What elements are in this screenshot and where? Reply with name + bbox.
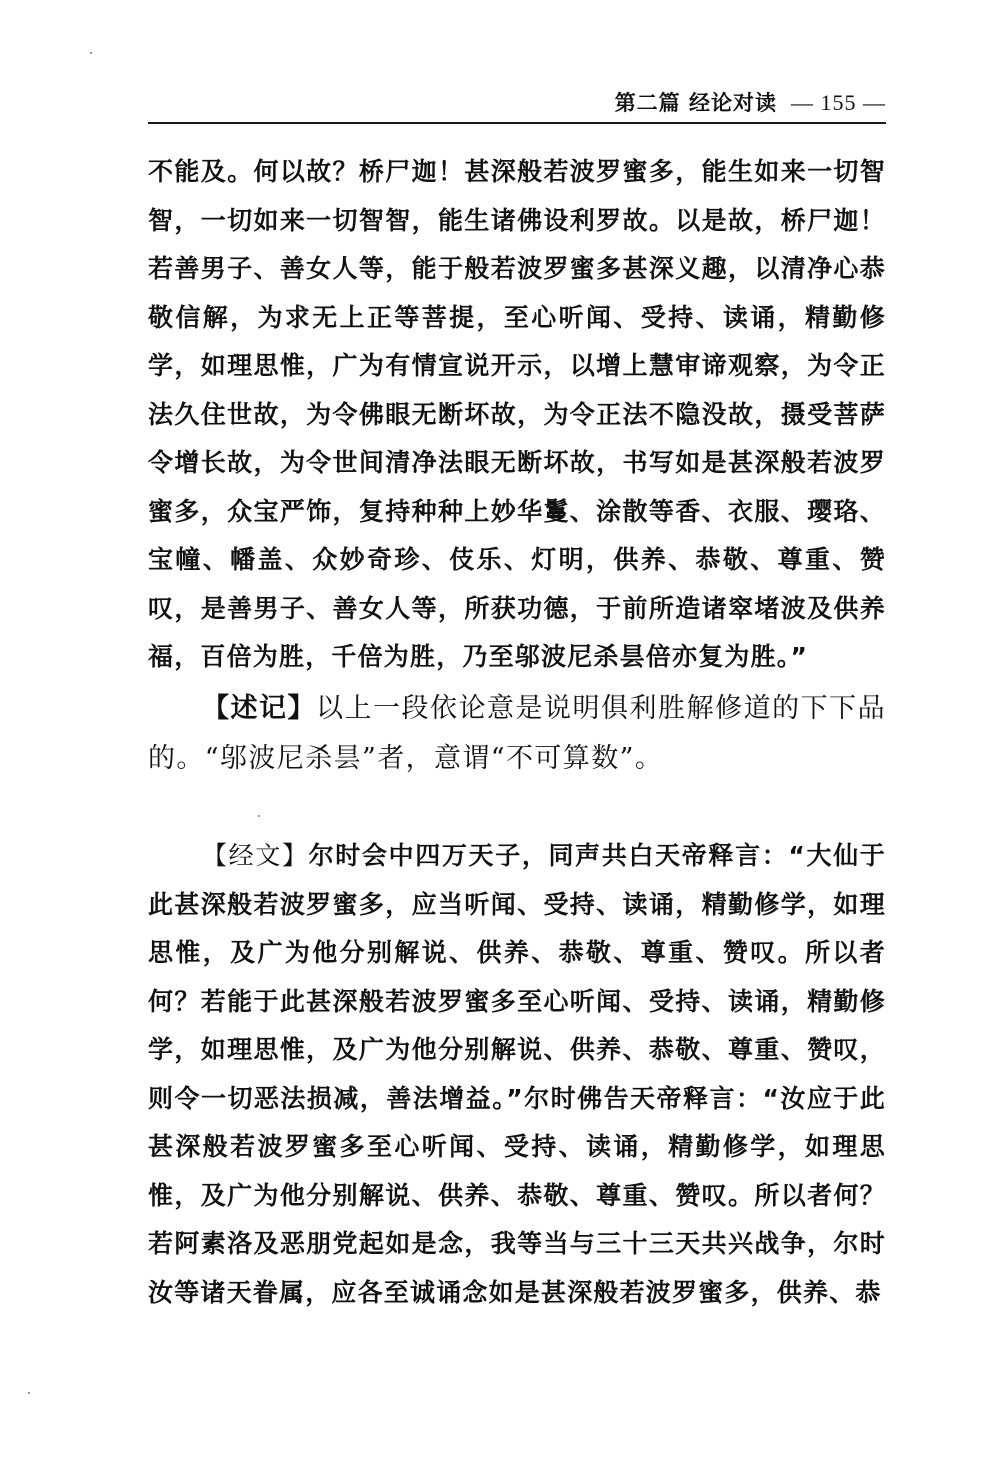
chapter-title: 第二篇 经论对读 bbox=[614, 90, 777, 115]
scan-speck bbox=[90, 52, 92, 54]
commentary-paragraph bbox=[148, 684, 886, 784]
scan-speck bbox=[28, 1392, 30, 1394]
commentary-label: 【述记】 bbox=[202, 693, 317, 724]
running-header bbox=[148, 86, 886, 124]
page-number: — 155 — bbox=[791, 90, 886, 115]
sutra-passage-paragraph bbox=[148, 832, 886, 1317]
scan-speck bbox=[258, 815, 260, 817]
sutra-passage-text: 尔时会中四万天子，同声共白天帝释言：“大仙于此甚深般若波罗蜜多，应当听闻、受持、读诵，精勤修学，如理思惟，及广为他分别解说、供养、恭敬、尊重、赞叹。所以者何？若能于此甚深般若波罗蜜多至心听闻、受持、读诵，精勤修学，如理思惟，及广为他分别解说、供养、恭敬、尊重、赞叹，则令一切恶法损减，善法增益。”尔时佛告天帝释言：“汝应于此甚深般若波罗蜜多至心听闻、受持、读诵，精勤修学，如理思惟，及广为他分别解说、供养、恭敬、尊重、赞叹。所以者何？若阿素洛及恶朋党起如是念，我等当与三十三天共兴战争，尔时汝等诸天眷属，应各至诚诵念如是甚深般若波罗蜜多，供养、恭 bbox=[148, 841, 886, 1307]
commentary-text: 以上一段依论意是说明俱利胜解修道的下下品的。“邬波尼杀昙”者，意谓“不可算数”。 bbox=[148, 693, 886, 774]
sutra-label: 【经文】 bbox=[202, 841, 309, 870]
sutra-continued-text: 不能及。何以故？桥尸迦！甚深般若波罗蜜多，能生如来一切智智，一切如来一切智智，能生诸佛设利罗故。以是故，桥尸迦！若善男子、善女人等，能于般若波罗蜜多甚深义趣，以清净心恭敬信解，为求无上正等菩提，至心听闻、受持、读诵，精勤修学，如理思惟，广为有情宣说开示，以增上慧审谛观察，为令正法久住世故，为令佛眼无断坏故，为令正法不隐没故，摄受菩萨令增长故，为令世间清净法眼无断坏故，书写如是甚深般若波罗蜜多，众宝严饰，复持种种上妙华鬘、涂散等香、衣服、璎珞、宝幢、幡盖、众妙奇珍、伎乐、灯明，供养、恭敬、尊重、赞叹，是善男子、善女人等，所获功德，于前所造诸窣堵波及供养福，百倍为胜，千倍为胜，乃至邬波尼杀昙倍亦复为胜。” bbox=[148, 157, 886, 671]
sutra-continued-paragraph bbox=[148, 148, 886, 682]
